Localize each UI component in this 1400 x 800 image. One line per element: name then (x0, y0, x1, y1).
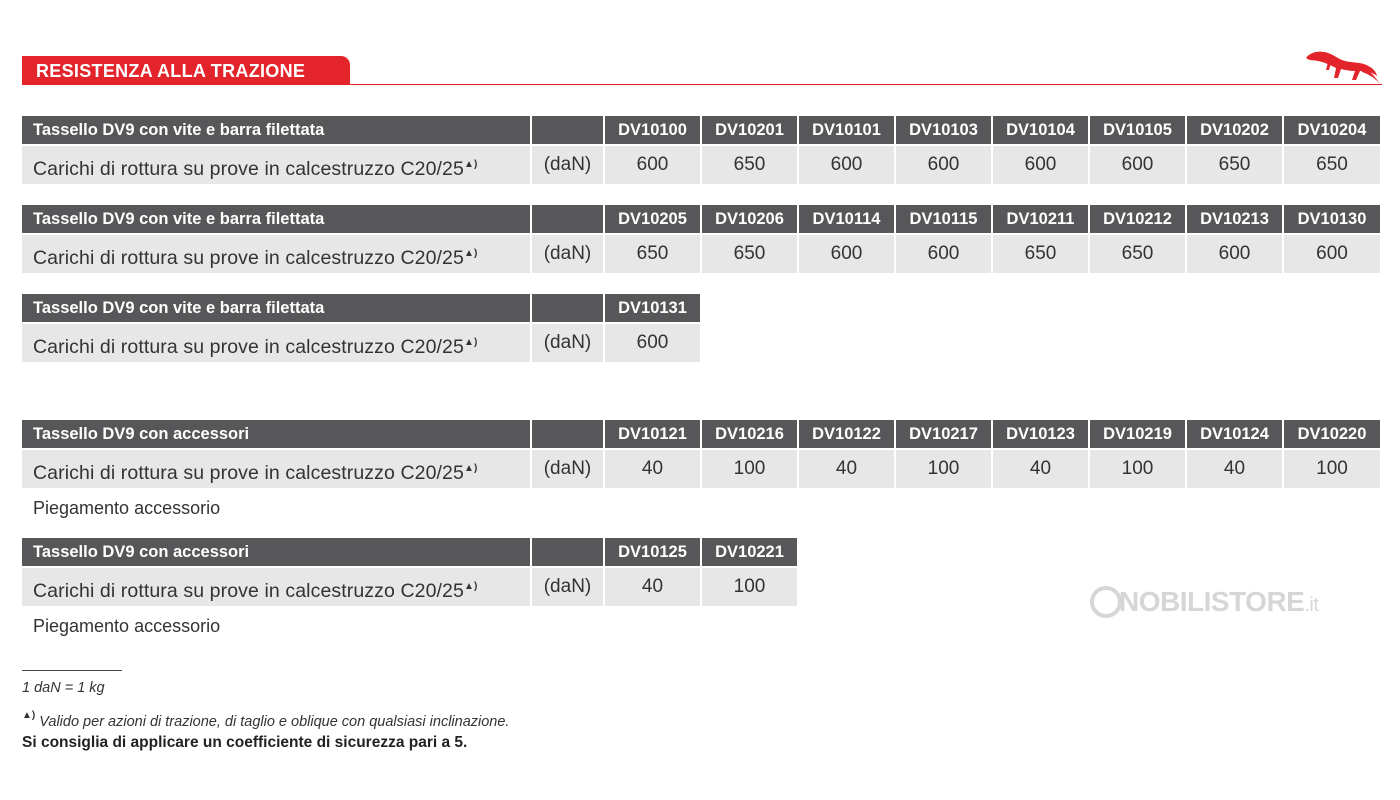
product-code: DV10105 (1090, 116, 1185, 144)
load-value: 100 (1284, 450, 1380, 488)
product-code: DV10122 (799, 420, 894, 448)
row-label-text: Carichi di rottura su prove in calcestruzzo C20/25 (33, 580, 464, 602)
product-code: DV10103 (896, 116, 991, 144)
row-label-text: Carichi di rottura su prove in calcestruzzo C20/25 (33, 336, 464, 358)
product-code: DV10125 (605, 538, 700, 566)
product-code: DV10131 (605, 294, 700, 322)
section-header (22, 56, 1382, 86)
load-value: 100 (1090, 450, 1185, 488)
load-value: 600 (1090, 146, 1185, 184)
product-header-label: Tassello DV9 con vite e barra filettata (22, 205, 530, 233)
load-value: 600 (605, 324, 700, 362)
load-value: 40 (605, 450, 700, 488)
watermark-tld: .it (1304, 594, 1319, 616)
footnotes (22, 670, 510, 751)
load-value: 600 (1187, 235, 1282, 273)
table-note: Piegamento accessorio (33, 498, 221, 518)
watermark (1090, 583, 1318, 621)
product-code: DV10123 (993, 420, 1088, 448)
conversion-note: 1 daN = 1 kg (22, 680, 105, 696)
product-code: DV10216 (702, 420, 797, 448)
product-code: DV10219 (1090, 420, 1185, 448)
triangle-footnote-mark: ▲) (463, 463, 478, 474)
unit-cell: (daN) (532, 450, 603, 488)
load-value: 40 (1187, 450, 1282, 488)
product-header-label: Tassello DV9 con accessori (22, 420, 530, 448)
load-value: 40 (605, 568, 700, 606)
load-value: 600 (1284, 235, 1380, 273)
triangle-footnote-mark: ▲) (463, 248, 478, 259)
unit-header-cell (532, 538, 603, 566)
product-code: DV10206 (702, 205, 797, 233)
watermark-name: OBILISTORE (1138, 586, 1305, 617)
product-code: DV10121 (605, 420, 700, 448)
unit-header-cell (532, 294, 603, 322)
safety-note: Si consiglia di applicare un coefficiente di sicurezza pari a 5. (22, 734, 468, 751)
product-code: DV10114 (799, 205, 894, 233)
product-code: DV10213 (1187, 205, 1282, 233)
validity-note-text: Valido per azioni di trazione, di taglio e oblique con qualsiasi inclinazione. (35, 714, 510, 730)
product-code: DV10204 (1284, 116, 1380, 144)
triangle-footnote-mark: ▲) (463, 159, 478, 170)
unit-cell: (daN) (532, 568, 603, 606)
load-value: 650 (605, 235, 700, 273)
load-value: 600 (896, 146, 991, 184)
triangle-footnote-mark: ▲) (463, 337, 478, 348)
product-code: DV10115 (896, 205, 991, 233)
row-label (22, 324, 530, 362)
product-code: DV10202 (1187, 116, 1282, 144)
load-value: 40 (993, 450, 1088, 488)
load-value: 650 (702, 146, 797, 184)
unit-header-cell (532, 205, 603, 233)
row-label (22, 450, 530, 488)
unit-header-cell (532, 420, 603, 448)
triangle-footnote-mark: ▲) (463, 581, 478, 592)
row-label (22, 146, 530, 184)
product-code: DV10220 (1284, 420, 1380, 448)
product-code: DV10211 (993, 205, 1088, 233)
load-value: 650 (1187, 146, 1282, 184)
triangle-footnote-mark: ▲) (22, 710, 36, 721)
load-value: 650 (702, 235, 797, 273)
watermark-circle-icon (1090, 586, 1122, 618)
validity-note (22, 710, 509, 730)
product-code: DV10201 (702, 116, 797, 144)
product-code: DV10221 (702, 538, 797, 566)
load-value: 40 (799, 450, 894, 488)
footnote-rule (22, 670, 122, 671)
load-value: 600 (605, 146, 700, 184)
product-header-label: Tassello DV9 con vite e barra filettata (22, 116, 530, 144)
product-code: DV10205 (605, 205, 700, 233)
product-code: DV10212 (1090, 205, 1185, 233)
product-code: DV10124 (1187, 420, 1282, 448)
load-value: 100 (702, 568, 797, 606)
product-code: DV10130 (1284, 205, 1380, 233)
product-header-label: Tassello DV9 con vite e barra filettata (22, 294, 530, 322)
load-value: 600 (993, 146, 1088, 184)
unit-header-cell (532, 116, 603, 144)
product-code: DV10217 (896, 420, 991, 448)
product-header-label: Tassello DV9 con accessori (22, 538, 530, 566)
red-lizard-logo-icon (1304, 44, 1382, 88)
row-label-text: Carichi di rottura su prove in calcestruzzo C20/25 (33, 158, 464, 180)
unit-cell: (daN) (532, 324, 603, 362)
row-label (22, 235, 530, 273)
load-value: 650 (1284, 146, 1380, 184)
load-value: 600 (799, 235, 894, 273)
load-value: 100 (896, 450, 991, 488)
load-value: 650 (993, 235, 1088, 273)
load-value: 600 (896, 235, 991, 273)
row-label (22, 568, 530, 606)
header-rule (22, 84, 1382, 85)
row-label-text: Carichi di rottura su prove in calcestruzzo C20/25 (33, 462, 464, 484)
table-note: Piegamento accessorio (33, 616, 221, 636)
watermark-letter: N (1119, 586, 1139, 617)
product-code: DV10104 (993, 116, 1088, 144)
product-code: DV10101 (799, 116, 894, 144)
section-title: RESISTENZA ALLA TRAZIONE (22, 56, 350, 85)
load-value: 600 (799, 146, 894, 184)
row-label-text: Carichi di rottura su prove in calcestruzzo C20/25 (33, 247, 464, 269)
load-value: 650 (1090, 235, 1185, 273)
product-code: DV10100 (605, 116, 700, 144)
unit-cell: (daN) (532, 146, 603, 184)
unit-cell: (daN) (532, 235, 603, 273)
load-value: 100 (702, 450, 797, 488)
